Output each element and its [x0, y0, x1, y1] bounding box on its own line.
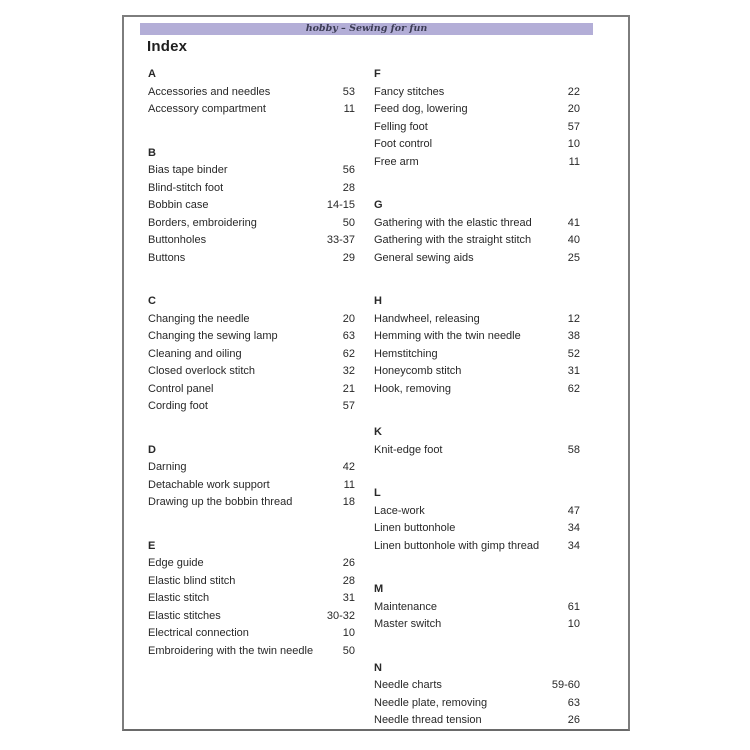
- index-entry: [148, 477, 355, 495]
- entry-term: Fancy stitches: [374, 85, 445, 98]
- index-entry: [374, 136, 580, 154]
- index-entry: [148, 643, 355, 661]
- entry-page-number: 10: [567, 138, 580, 150]
- entry-page-number: 18: [342, 496, 355, 508]
- index-section-l: [374, 485, 580, 555]
- index-entry: [148, 346, 355, 364]
- index-entry: [148, 381, 355, 399]
- entry-page-number: 61: [567, 600, 580, 613]
- entry-term: Hemming with the twin needle: [374, 330, 521, 342]
- entry-page-number: 57: [342, 400, 355, 412]
- entry-term: Buttonholes: [148, 234, 207, 246]
- entry-page-number: 57: [567, 120, 580, 133]
- section-letter: L: [374, 487, 381, 499]
- entry-term: Lace-work: [374, 504, 425, 517]
- index-section-k: [374, 424, 580, 459]
- index-entry: [374, 538, 580, 556]
- entry-term: Maintenance: [374, 600, 437, 613]
- entry-page-number: 11: [343, 478, 355, 491]
- entry-page-number: 25: [567, 251, 580, 264]
- entry-term: Linen buttonhole with gimp thread: [374, 539, 540, 552]
- entry-term: Master switch: [374, 618, 442, 630]
- index-entry: [148, 84, 355, 102]
- entry-page-number: 42: [342, 461, 355, 473]
- index-entry: [374, 677, 580, 695]
- index-entry: [148, 555, 355, 573]
- index-entry: [374, 328, 580, 346]
- index-entry: [374, 503, 580, 521]
- entry-term: Electrical connection: [148, 627, 249, 639]
- index-entry: [148, 494, 355, 512]
- entry-page-number: 47: [567, 504, 580, 517]
- index-entry: [148, 311, 355, 329]
- index-entry: [148, 197, 355, 215]
- entry-term: Needle thread tension: [374, 714, 482, 726]
- entry-term: Bobbin case: [148, 199, 209, 211]
- entry-term: Drawing up the bobbin thread: [148, 496, 293, 508]
- index-entry: [374, 695, 580, 713]
- index-entry: [374, 101, 580, 119]
- entry-page-number: 11: [343, 103, 355, 115]
- index-section-f: [374, 66, 580, 171]
- entry-page-number: 62: [567, 382, 580, 395]
- entry-term: Elastic stitches: [148, 609, 221, 622]
- entry-term: Detachable work support: [148, 478, 270, 491]
- entry-term: Accessory compartment: [148, 103, 266, 115]
- entry-page-number: 58: [567, 443, 580, 456]
- index-section-e: [148, 538, 355, 661]
- index-section-g: [374, 197, 580, 267]
- entry-page-number: 28: [342, 181, 355, 194]
- entry-page-number: 53: [342, 85, 355, 98]
- index-section-a: [148, 66, 355, 119]
- entry-page-number: 59-60: [551, 679, 580, 691]
- section-letter: H: [374, 295, 382, 307]
- entry-page-number: 38: [567, 330, 580, 342]
- entry-term: Free arm: [374, 155, 419, 168]
- entry-term: Darning: [148, 461, 187, 473]
- section-letter: D: [148, 443, 156, 456]
- index-entry: [148, 215, 355, 233]
- entry-term: Gathering with the elastic thread: [374, 216, 532, 229]
- entry-term: Needle charts: [374, 679, 442, 691]
- index-column-left: [148, 66, 355, 660]
- index-entry: [374, 346, 580, 364]
- entry-term: Blind-stitch foot: [148, 181, 224, 194]
- manual-header-bar: [140, 23, 593, 35]
- section-letter: B: [148, 146, 156, 159]
- manual-header-title: hobby – Sewing for fun: [305, 23, 428, 34]
- entry-page-number: 52: [567, 347, 580, 360]
- entry-term: Linen buttonhole: [374, 522, 456, 534]
- entry-page-number: 41: [567, 216, 580, 229]
- index-section-n: [374, 660, 580, 730]
- index-entry: [374, 712, 580, 730]
- index-section-d: [148, 442, 355, 512]
- entry-term: Needle plate, removing: [374, 696, 488, 709]
- entry-page-number: 63: [567, 696, 580, 709]
- entry-page-number: 20: [567, 103, 580, 115]
- entry-term: Gathering with the straight stitch: [374, 234, 532, 246]
- index-entry: [374, 119, 580, 137]
- entry-page-number: 26: [567, 714, 580, 726]
- section-letter: M: [374, 583, 384, 595]
- index-entry: [374, 381, 580, 399]
- index-entry: [148, 232, 355, 250]
- entry-page-number: 29: [342, 251, 355, 264]
- section-letter: K: [374, 426, 382, 438]
- entry-page-number: 12: [567, 312, 580, 325]
- index-entry: [374, 442, 580, 460]
- entry-page-number: 21: [342, 382, 355, 395]
- entry-page-number: 34: [567, 539, 580, 552]
- entry-page-number: 33-37: [326, 234, 355, 246]
- section-letter: G: [374, 199, 383, 211]
- entry-term: Hemstitching: [374, 347, 438, 360]
- entry-page-number: 56: [342, 164, 355, 176]
- entry-page-number: 50: [342, 216, 355, 229]
- index-entry: [374, 250, 580, 268]
- index-entry: [148, 625, 355, 643]
- section-letter: C: [148, 295, 156, 307]
- index-entry: [374, 215, 580, 233]
- entry-page-number: 50: [342, 644, 355, 657]
- entry-page-number: 32: [342, 365, 355, 377]
- entry-term: General sewing aids: [374, 251, 474, 264]
- entry-term: Felling foot: [374, 120, 428, 133]
- entry-term: Hook, removing: [374, 382, 452, 395]
- entry-term: Handwheel, releasing: [374, 312, 480, 325]
- section-letter: F: [374, 68, 381, 80]
- section-letter: E: [148, 539, 156, 552]
- section-letter: N: [374, 661, 382, 674]
- index-entry: [374, 599, 580, 617]
- index-entry: [374, 154, 580, 172]
- index-entry: [374, 311, 580, 329]
- entry-term: Edge guide: [148, 557, 204, 569]
- entry-term: Borders, embroidering: [148, 216, 257, 229]
- entry-page-number: 11: [568, 155, 580, 168]
- index-entry: [374, 520, 580, 538]
- index-entry: [148, 398, 355, 416]
- entry-term: Changing the needle: [148, 312, 250, 325]
- index-entry: [374, 363, 580, 381]
- manual-index-page: [122, 15, 630, 731]
- entry-page-number: 20: [342, 312, 355, 325]
- entry-page-number: 31: [567, 365, 580, 377]
- entry-term: Foot control: [374, 138, 433, 150]
- entry-page-number: 31: [342, 592, 355, 604]
- index-section-h: [374, 293, 580, 398]
- entry-page-number: 22: [567, 85, 580, 98]
- index-section-m: [374, 581, 580, 634]
- entry-term: Bias tape binder: [148, 164, 228, 176]
- entry-page-number: 10: [567, 618, 580, 630]
- entry-page-number: 26: [342, 557, 355, 569]
- entry-term: Changing the sewing lamp: [148, 330, 278, 342]
- entry-term: Elastic stitch: [148, 592, 210, 604]
- entry-page-number: 14-15: [326, 199, 355, 211]
- index-entry: [148, 363, 355, 381]
- index-entry: [148, 590, 355, 608]
- entry-term: Closed overlock stitch: [148, 365, 255, 377]
- index-entry: [148, 162, 355, 180]
- entry-term: Cleaning and oiling: [148, 347, 242, 360]
- index-entry: [148, 608, 355, 626]
- entry-term: Honeycomb stitch: [374, 365, 462, 377]
- entry-page-number: 62: [342, 347, 355, 360]
- page-title: Index: [147, 38, 188, 55]
- index-entry: [374, 84, 580, 102]
- index-section-b: [148, 145, 355, 268]
- index-entry: [148, 180, 355, 198]
- section-letter: A: [148, 68, 156, 80]
- entry-page-number: 63: [342, 330, 355, 342]
- index-entry: [374, 232, 580, 250]
- entry-term: Control panel: [148, 382, 214, 395]
- entry-page-number: 10: [342, 627, 355, 639]
- entry-page-number: 28: [342, 574, 355, 587]
- entry-term: Accessories and needles: [148, 85, 271, 98]
- index-entry: [148, 328, 355, 346]
- entry-term: Elastic blind stitch: [148, 574, 236, 587]
- entry-term: Feed dog, lowering: [374, 103, 468, 115]
- index-entry: [148, 573, 355, 591]
- entry-page-number: 40: [567, 234, 580, 246]
- index-section-c: [148, 293, 355, 416]
- entry-term: Buttons: [148, 251, 186, 264]
- index-entry: [148, 101, 355, 119]
- entry-term: Cording foot: [148, 400, 208, 412]
- index-column-right: [374, 66, 580, 730]
- entry-page-number: 30-32: [326, 609, 355, 622]
- index-entry: [148, 459, 355, 477]
- index-entry: [374, 616, 580, 634]
- entry-term: Embroidering with the twin needle: [148, 644, 314, 657]
- entry-term: Knit-edge foot: [374, 443, 443, 456]
- index-entry: [148, 250, 355, 268]
- entry-page-number: 34: [567, 522, 580, 534]
